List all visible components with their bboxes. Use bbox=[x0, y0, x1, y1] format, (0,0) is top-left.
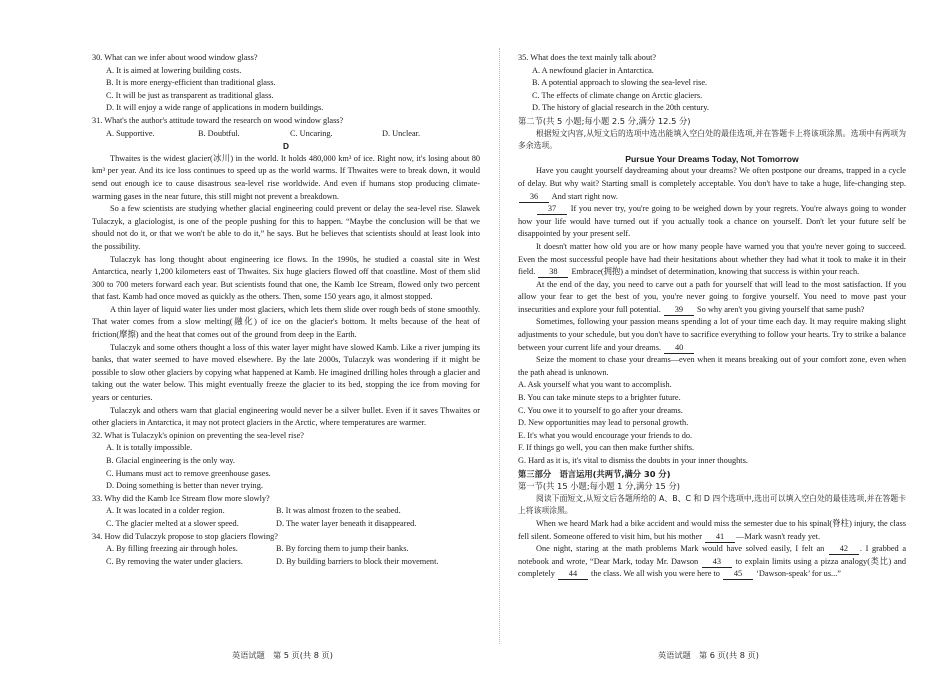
part-3-subheading: 第一节(共 15 小题;每小题 1 分,满分 15 分) bbox=[518, 481, 680, 492]
passage-d-paragraph-4: A thin layer of liquid water lies under most glaciers, which lets them slide over rough beds of stone smoothly. That water comes from a slow melting(融化) of ice on the glacier's bottom. It melts because of the heat of friction(摩擦) and the heat that comes out of the ground from deep in the Earth. bbox=[92, 304, 480, 340]
q33-option-d: D. The water layer beneath it disappeared. bbox=[276, 518, 417, 528]
blank-40: 40 bbox=[664, 343, 694, 354]
p4-text-a: At the end of the day, you need to carve out a path for yourself that will lead to the most satisfaction. If you allow your fear to get the best of you, you're never going to forgive yourself. You need to move past your insecurities and explore your full potential. bbox=[518, 279, 906, 314]
q31-option-d: D. Unclear. bbox=[382, 128, 421, 138]
q34-options-row-2 bbox=[106, 556, 480, 569]
q32-option-a: A. It is totally impossible. bbox=[106, 443, 193, 453]
passage-title: Pursue Your Dreams Today, Not Tomorrow bbox=[625, 153, 799, 164]
passage-paragraph-2 bbox=[518, 203, 906, 241]
p2-text: If you never try, you're going to be weighed down by your regrets. You're always going to wonder how your life would have turned out if you actually took a chance on yourself. Don't let your future self be disappointed by your present self. bbox=[518, 204, 906, 239]
p5-text-a: Sometimes, following your passion means spending a lot of your time each day. It may require making slight adjustments to your schedule, but you don't have to sacrifice everything to follow your hearts. Try to strike a balance between your current life and your dreams. bbox=[518, 317, 906, 352]
q31-option-b: B. Doubtful. bbox=[198, 128, 240, 138]
right-page bbox=[518, 52, 906, 581]
q31-options bbox=[106, 128, 480, 141]
q30-option-d: D. It will enjoy a wide range of applications in modern buildings. bbox=[106, 103, 324, 113]
blank-38: 38 bbox=[538, 267, 568, 278]
c1-text-a: When we heard Mark had a bike accident and would miss the semester due to his spinal(脊柱) injury, the class fell silent. Someone offered to visit him, but his mother bbox=[518, 518, 906, 541]
p1-text-a: Have you caught yourself daydreaming about your dreams? We often postpone our dreams, trapped in a cycle of delay. But why wait? Starting small is completely acceptable. You don't have to take a huge, life-changing step. bbox=[518, 166, 906, 188]
c2-text-a: One night, staring at the math problems Mark would have solved easily, I felt an bbox=[536, 544, 825, 554]
p3-text-b: Embrace(拥抱) a mindset of determination, knowing that success is within your reach. bbox=[571, 267, 860, 277]
section-2-heading: 第二节(共 5 小题;每小题 2.5 分,满分 12.5 分) bbox=[518, 115, 691, 126]
q35-option-d: D. The history of glacial research in the 20th century. bbox=[532, 103, 709, 113]
c2-text-e: ‘Dawson-speak’ for us...” bbox=[756, 569, 841, 579]
q33-option-b: B. It was almost frozen to the seabed. bbox=[276, 506, 401, 516]
page-footer-right: 英语试题 第 6 页(共 8 页) bbox=[658, 650, 759, 660]
passage-d-paragraph-3: Tulaczyk has long thought about engineering ice flows. In the 1990s, he studied a coastal site in West Antarctica, nearly 1,200 kilometers east of Thwaites. Six huge glaciers flowed off that coastline. Most of them slid 300 to 700 meters forward each year. But scientists found that one, the Kamb Ice Stream, flowed only two percent that fast. Kamb had once moved as quickly as the others. Then, some 150 years ago, it almost stopped. bbox=[92, 254, 480, 302]
blank-36: 36 bbox=[519, 192, 549, 203]
q31-option-c: C. Uncaring. bbox=[290, 128, 333, 138]
choice-f: F. If things go well, you can then make further shifts. bbox=[518, 443, 695, 453]
question-34-stem: 34. How did Tulaczyk propose to stop glaciers flowing? bbox=[92, 531, 278, 541]
q32-option-c: C. Humans must act to remove greenhouse gases. bbox=[106, 468, 271, 478]
q30-option-b: B. It is more energy-efficient than traditional glass. bbox=[106, 78, 276, 88]
cloze-paragraph-1 bbox=[518, 518, 906, 543]
passage-d-paragraph-6: Tulaczyk and others warn that glacial engineering would never be a silver bullet. Even if it saves Thwaites or other glaciers in Antarctica, it may not protect glaciers in the Arctic, where temperatures are warmer. bbox=[92, 405, 480, 428]
blank-39: 39 bbox=[664, 305, 694, 316]
passage-d-paragraph-1: Thwaites is the widest glacier(冰川) in the world. It holds 480,000 km³ of ice. Right now, it's losing about 80 km³ per year. And its ice loss continues to speed up as the world warms. If Thwaites were to break down, it would send out enough ice to cause disastrous sea-level rise worldwide. And even if humans stop producing climate-warming gases in the near future, this still might not prevent a breakdown. bbox=[92, 153, 480, 201]
q35-option-b: B. A potential approach to slowing the sea-level rise. bbox=[532, 78, 708, 88]
section-2-instructions: 根据短文内容,从短文后的选项中选出能填入空白处的最佳选项,并在答题卡上将该项涂黑。选项中有两项为多余选项。 bbox=[518, 128, 906, 151]
q35-option-a: A. A newfound glacier in Antarctica. bbox=[532, 65, 654, 75]
passage-d-paragraph-5: Tulaczyk and some others thought a loss of this water layer might have slowed Kamb. Like a river jumping its banks, that water seemed to have moved elsewhere. By the late 2000s, Tulaczyk was wondering if it might be possible to slow other glaciers by copying what happened at Kamb. He imagined drilling holes through a glacier and taking out the water below. This might eventually freeze the glacier to its bed, stopping the ice from moving for years or centuries. bbox=[92, 342, 480, 403]
q30-option-c: C. It will be just as transparent as traditional glass. bbox=[106, 90, 274, 100]
q31-option-a: A. Supportive. bbox=[106, 128, 155, 138]
passage-d-paragraph-2: So a few scientists are studying whether glacial engineering could prevent or delay the sea-level rise. Slawek Tulaczyk, a glaciologist, is one of the people pushing for this to happen. “Maybe the conclusion will be that we should not do it, or that we won't be able to do it,” he says. But he believes that scientists should at least look into the possibility. bbox=[92, 204, 480, 251]
passage-paragraph-4 bbox=[518, 279, 906, 317]
blank-42: 42 bbox=[829, 544, 859, 555]
q32-option-b: B. Glacial engineering is the only way. bbox=[106, 456, 235, 465]
left-page bbox=[92, 52, 480, 568]
q34-option-d: D. By building barriers to block their movement. bbox=[276, 556, 439, 566]
q33-option-a: A. It was located in a colder region. bbox=[106, 506, 225, 516]
c2-text-c: to explain limits using a pizza analogy(类比) and completely bbox=[518, 556, 906, 579]
part-3-instructions: 阅读下面短文,从短文后各题所给的 A、B、C 和 D 四个选项中,选出可以填入空白处的最佳选项,并在答题卡上将该项涂黑。 bbox=[518, 493, 906, 516]
cloze-paragraph-2 bbox=[518, 543, 906, 581]
q33-options-row-1 bbox=[106, 505, 480, 518]
part-3-heading: 第三部分 语言运用(共两节,满分 30 分) bbox=[518, 468, 671, 479]
c2-text-d: the class. We all wish you were here to bbox=[591, 569, 720, 579]
q33-option-c: C. The glacier melted at a slower speed. bbox=[106, 518, 239, 528]
question-35-stem: 35. What does the text mainly talk about? bbox=[518, 53, 657, 62]
choice-g: G. Hard as it is, it's vital to dismiss the doubts in your inner thoughts. bbox=[518, 456, 748, 465]
passage-paragraph-3 bbox=[518, 241, 906, 279]
choice-e: E. It's what you would encourage your friends to do. bbox=[518, 430, 693, 440]
choice-d: D. New opportunities may lead to personal growth. bbox=[518, 418, 689, 428]
q34-option-c: C. By removing the water under glaciers. bbox=[106, 556, 243, 566]
q34-option-a: A. By filling freezing air through holes. bbox=[106, 544, 238, 554]
passage-d-label: D bbox=[283, 141, 289, 152]
c2-text-b: . I grabbed a notebook and wrote, “Dear Mark, today Mr. Dawson bbox=[518, 544, 907, 566]
q35-option-c: C. The effects of climate change on Arctic glaciers. bbox=[532, 90, 703, 100]
choice-a: A. Ask yourself what you want to accomplish. bbox=[518, 380, 672, 390]
blank-41: 41 bbox=[705, 532, 735, 543]
question-30-stem: 30. What can we infer about wood window glass? bbox=[92, 53, 258, 62]
c1-text-b: —Mark wasn't ready yet. bbox=[736, 531, 821, 541]
p1-text-b: And start right now. bbox=[551, 191, 618, 201]
q34-options-row-1 bbox=[106, 543, 480, 556]
question-32-stem: 32. What is Tulaczyk's opinion on preventing the sea-level rise? bbox=[92, 430, 304, 440]
page-divider bbox=[499, 48, 500, 644]
question-33-stem: 33. Why did the Kamb Ice Stream flow more slowly? bbox=[92, 493, 270, 503]
question-31-stem: 31. What's the author's attitude toward the research on wood window glass? bbox=[92, 115, 344, 125]
blank-43: 43 bbox=[702, 557, 732, 568]
q30-option-a: A. It is aimed at lowering building costs. bbox=[106, 65, 242, 75]
q32-option-d: D. Doing something is better than never trying. bbox=[106, 481, 263, 491]
passage-paragraph-5 bbox=[518, 316, 906, 354]
passage-paragraph-1 bbox=[518, 165, 906, 203]
passage-paragraph-6: Seize the moment to chase your dreams—even when it means breaking out of your comfort zone, even when the path ahead is unknown. bbox=[518, 355, 906, 377]
q34-option-b: B. By forcing them to jump their banks. bbox=[276, 544, 409, 554]
blank-45: 45 bbox=[723, 569, 753, 580]
blank-37: 37 bbox=[537, 204, 567, 215]
p4-text-b: So why aren't you giving yourself that same push? bbox=[697, 304, 865, 314]
page-footer-left: 英语试题 第 5 页(共 8 页) bbox=[232, 650, 333, 660]
choice-c: C. You owe it to yourself to go after your dreams. bbox=[518, 405, 683, 415]
q33-options-row-2 bbox=[106, 518, 480, 531]
choice-b: B. You can take minute steps to a brighter future. bbox=[518, 393, 681, 403]
blank-44: 44 bbox=[558, 569, 588, 580]
p3-text-a: It doesn't matter how old you are or how many people have warned you that you're never going to succeed. Even the most successful people have had their hesitations about whether they had what it took to make it in their field. bbox=[518, 241, 906, 277]
